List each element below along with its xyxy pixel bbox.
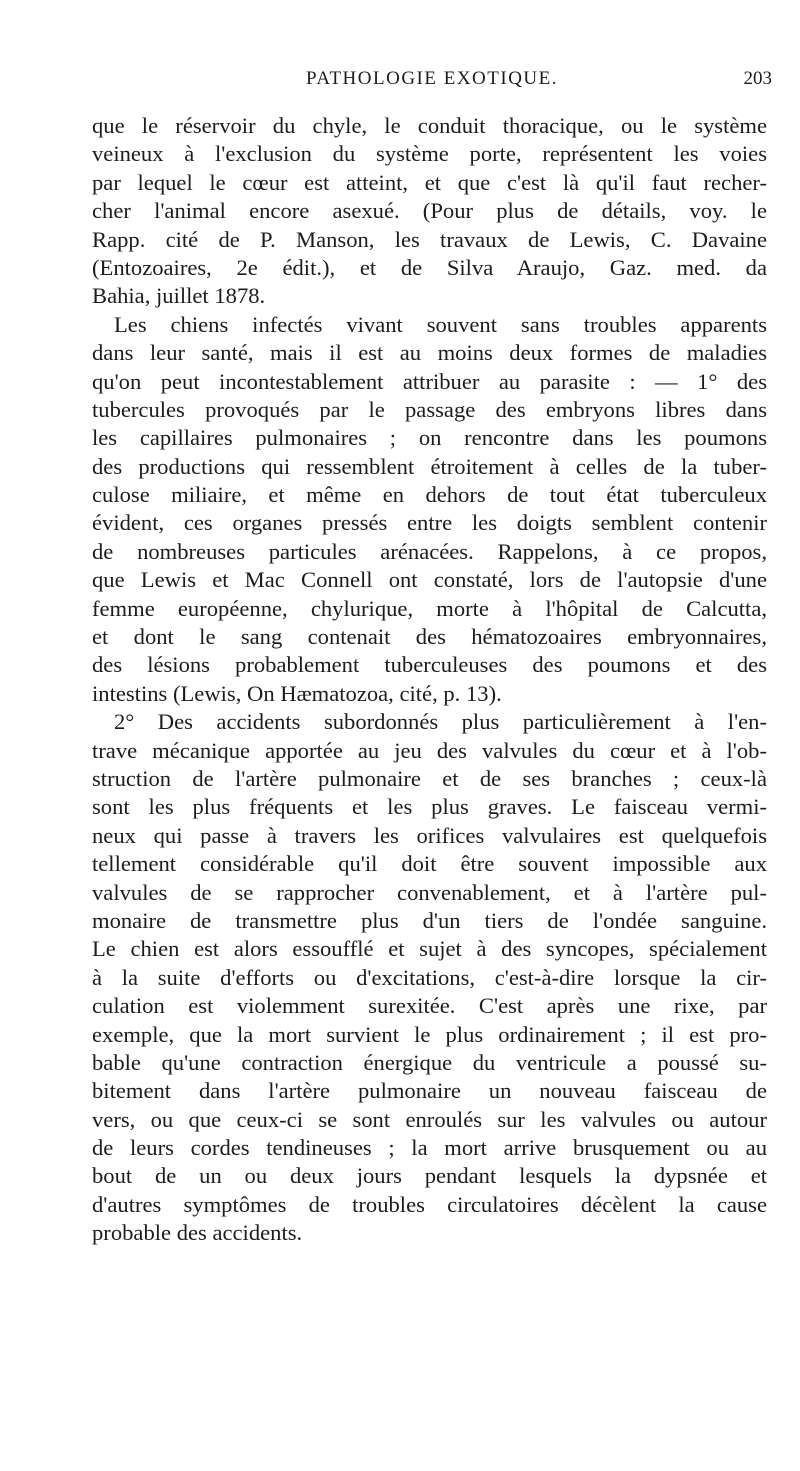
running-title: PATHOLOGIE EXOTIQUE.	[306, 68, 558, 89]
text-line: 2° Des accidents subordonnés plus particulièrement à l'en-	[114, 709, 767, 735]
text-line: trave mécanique apportée au jeu des valvules du cœur et à l'ob-	[92, 737, 767, 763]
text-line: de leurs cordes tendineuses ; la mort arrive brusquement ou au	[92, 1135, 767, 1161]
text-line: évident, ces organes pressés entre les doigts semblent contenir	[92, 510, 767, 536]
text-line: par lequel le cœur est atteint, et que c'est là qu'il faut recher-	[92, 169, 767, 195]
text-line: sont les plus fréquents et les plus graves. Le faisceau vermi-	[92, 794, 767, 820]
text-line: probable des accidents.	[92, 1220, 303, 1246]
text-line: struction de l'artère pulmonaire et de ses branches ; ceux-là	[92, 765, 767, 791]
text-line: femme européenne, chylurique, morte à l'hôpital de Calcutta,	[92, 595, 767, 621]
text-line: des productions qui ressemblent étroitement à celles de la tuber-	[92, 453, 767, 479]
text-line: que le réservoir du chyle, le conduit thoracique, ou le système	[92, 113, 767, 138]
text-line: exemple, que la mort survient le plus ordinairement ; il est pro-	[92, 1021, 767, 1047]
text-line: des lésions probablement tuberculeuses des poumons et des	[92, 652, 767, 678]
text-line: valvules de se rapprocher convenablement, et à l'artère pul-	[92, 879, 767, 905]
text-line: Le chien est alors essoufflé et sujet à des syncopes, spécialement	[92, 936, 767, 962]
text-line: d'autres symptômes de troubles circulatoires décèlent la cause	[92, 1191, 767, 1217]
text-line: bitement dans l'artère pulmonaire un nouveau faisceau de	[92, 1078, 767, 1104]
text-line: qu'on peut incontestablement attribuer au parasite : — 1° des	[92, 368, 767, 394]
text-line: intestins (Lewis, On Hæmatozoa, cité, p. 13).	[92, 680, 502, 706]
text-line: cher l'animal encore asexué. (Pour plus de détails, voy. le	[92, 198, 767, 224]
text-line: culose miliaire, et même en dehors de tout état tuberculeux	[92, 482, 767, 508]
text-line: les capillaires pulmonaires ; on rencontre dans les poumons	[92, 425, 767, 451]
text-line: bable qu'une contraction énergique du ventricule a poussé su-	[92, 1049, 767, 1075]
text-line: monaire de transmettre plus d'un tiers de l'ondée sanguine.	[92, 907, 767, 933]
text-line: vers, ou que ceux-ci se sont enroulés sur les valvules ou autour	[92, 1106, 767, 1132]
text-line: à la suite d'efforts ou d'excitations, c'est-à-dire lorsque la cir-	[92, 964, 767, 990]
text-line: bout de un ou deux jours pendant lesquels la dypsnée et	[92, 1163, 767, 1189]
text-line: tellement considérable qu'il doit être souvent impossible aux	[92, 851, 767, 877]
body-text	[92, 112, 767, 1248]
text-line: Rapp. cité de P. Manson, les travaux de Lewis, C. Davaine	[92, 226, 767, 252]
text-line: neux qui passe à travers les orifices valvulaires est quelquefois	[92, 822, 767, 848]
text-line: que Lewis et Mac Connell ont constaté, lors de l'autopsie d'une	[92, 567, 767, 593]
text-line: culation est violemment surexitée. C'est après une rixe, par	[92, 993, 767, 1019]
text-line: veineux à l'exclusion du système porte, représentent les voies	[92, 141, 767, 167]
text-line: et dont le sang contenait des hématozoaires embryonnaires,	[92, 624, 767, 650]
text-line: dans leur santé, mais il est au moins deux formes de maladies	[92, 340, 767, 366]
page-number: 203	[743, 68, 772, 89]
text-line: de nombreuses particules arénacées. Rappelons, à ce propos,	[92, 538, 767, 564]
page-header	[92, 68, 772, 98]
text-line: Bahia, juillet 1878.	[92, 283, 266, 309]
text-line: tubercules provoqués par le passage des embryons libres dans	[92, 396, 767, 422]
text-line: Les chiens infectés vivant souvent sans troubles apparents	[114, 311, 767, 337]
text-line: (Entozoaires, 2e édit.), et de Silva Araujo, Gaz. med. da	[92, 254, 767, 280]
